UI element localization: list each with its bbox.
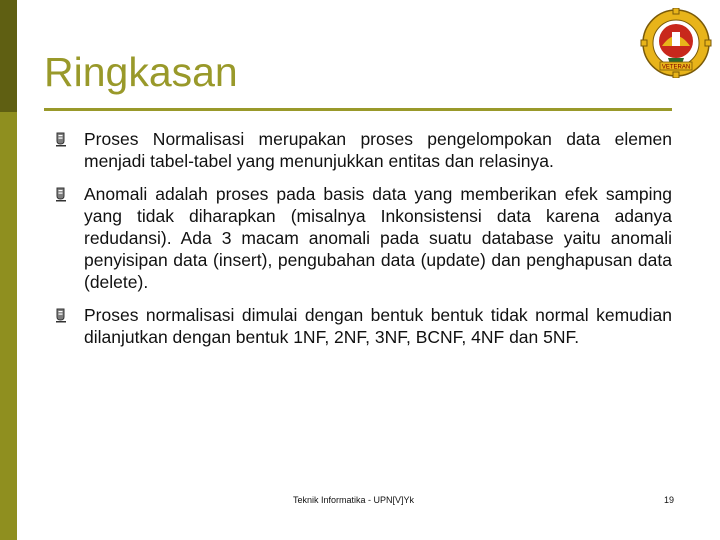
bullet-icon bbox=[54, 308, 68, 323]
svg-text:VETERAN: VETERAN bbox=[661, 64, 691, 71]
bullet-text: Proses normalisasi dimulai dengan bentuk bentuk tidak normal kemudian dilanjutkan dengan bentuk 1NF, 2NF, 3NF, BCNF, 4NF dan 5NF. bbox=[84, 305, 672, 347]
bullet-item-3 bbox=[54, 304, 672, 348]
title-divider bbox=[44, 108, 672, 111]
left-accent-bar-top bbox=[0, 0, 17, 112]
bullet-text: Anomali adalah proses pada basis data yang memberikan efek samping yang tidak diharapkan (misalnya Inkonsistensi data karena adanya redudansi). Ada 3 macam anomali pada suatu database yaitu anomali penyisipan data (insert), pengubahan data (update) dan penghapusan data (delete). bbox=[84, 184, 672, 292]
bullet-text: Proses Normalisasi merupakan proses pengelompokan data elemen menjadi tabel-tabel yang menunjukkan entitas dan relasinya. bbox=[84, 129, 672, 171]
slide-title: Ringkasan bbox=[44, 49, 238, 95]
university-logo bbox=[638, 8, 714, 78]
bullet-list bbox=[54, 128, 672, 359]
page-number: 19 bbox=[664, 495, 675, 505]
bullet-item-2 bbox=[54, 183, 672, 293]
footer-text: Teknik Informatika - UPN[V]Yk bbox=[293, 495, 415, 505]
bullet-icon bbox=[54, 132, 68, 147]
bullet-item-1 bbox=[54, 128, 672, 172]
bullet-icon bbox=[54, 187, 68, 202]
